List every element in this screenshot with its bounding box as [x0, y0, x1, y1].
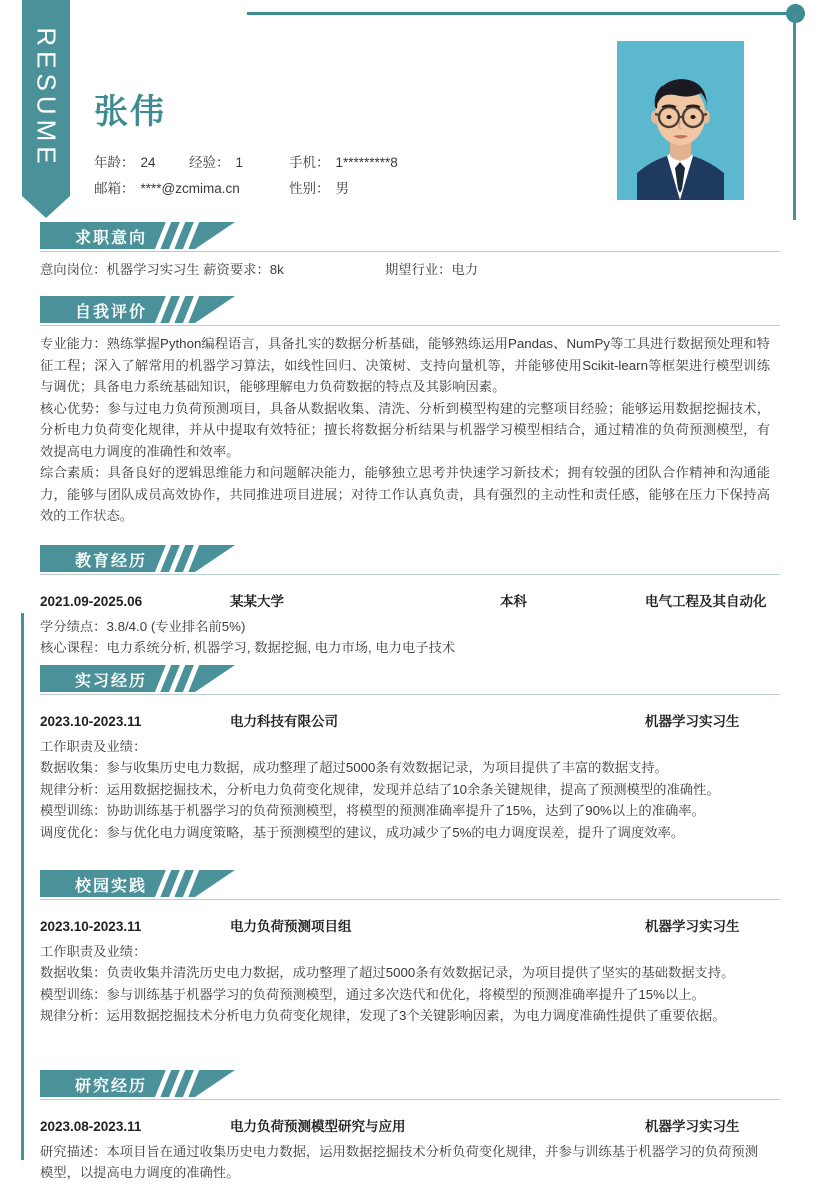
field-gender — [289, 176, 349, 202]
photo-illustration — [617, 41, 744, 200]
section-objective-rule — [40, 251, 780, 252]
section-campus — [0, 870, 820, 1027]
section-research-header — [40, 1070, 780, 1100]
field-gender-value: 男 — [335, 181, 349, 196]
section-education — [0, 545, 820, 659]
candidate-photo — [617, 41, 744, 200]
field-email-label: 邮箱： — [94, 181, 135, 196]
section-internship — [0, 665, 820, 843]
section-internship-header — [40, 665, 780, 695]
campus-bullet: 规律分析：运用数据挖掘技术分析电力负荷变化规律，发现了3个关键影响因素，为电力调度准确性提供了重要依据。 — [40, 1008, 726, 1023]
section-education-body — [40, 575, 770, 659]
section-education-title: 教育经历 — [75, 553, 148, 570]
education-degree: 本科 — [500, 594, 527, 609]
resume-ribbon — [22, 0, 70, 196]
ribbon-notch — [22, 196, 70, 218]
section-campus-header — [40, 870, 780, 900]
field-phone — [289, 150, 398, 176]
field-phone-value: 1*********8 — [335, 155, 398, 170]
section-objective-header — [40, 222, 780, 252]
campus-role: 机器学习实习生 — [645, 919, 740, 934]
section-self-eval-rule — [40, 325, 780, 326]
section-self-eval-body — [40, 326, 770, 527]
field-email-value: ****@zcmima.cn — [140, 181, 240, 196]
field-email — [94, 176, 289, 202]
slash-decoration-icon — [150, 870, 210, 897]
internship-company: 电力科技有限公司 — [230, 714, 338, 729]
internship-entry-row — [40, 702, 770, 736]
education-courses: 核心课程：电力系统分析, 机器学习, 数据挖掘, 电力市场, 电力电子技术 — [40, 640, 456, 655]
section-self-eval-title: 自我评价 — [75, 304, 148, 321]
contact-info-grid — [94, 150, 398, 202]
contact-info-row-1 — [94, 150, 398, 176]
section-self-eval-header — [40, 296, 780, 326]
internship-bullet: 模型训练：协助训练基于机器学习的负荷预测模型，将模型的预测准确率提升了15%，达到了90%以上的准确率。 — [40, 803, 705, 818]
slash-decoration-icon — [150, 222, 210, 249]
education-school: 某某大学 — [230, 594, 284, 609]
research-project: 电力负荷预测模型研究与应用 — [230, 1119, 406, 1134]
campus-bullet: 模型训练：参与训练基于机器学习的负荷预测模型，通过多次迭代和优化，将模型的预测准确率提升了15%以上。 — [40, 986, 705, 1002]
campus-bullet: 数据收集：负责收集并清洗历史电力数据，成功整理了超过5000条有效数据记录，为项目提供了坚实的基础数据支持。 — [40, 965, 735, 980]
internship-date: 2023.10-2023.11 — [40, 714, 142, 729]
campus-date: 2023.10-2023.11 — [40, 919, 142, 934]
section-objective — [0, 222, 820, 281]
section-education-header — [40, 545, 780, 575]
top-horizontal-rule — [247, 12, 795, 15]
section-research-body — [40, 1100, 770, 1184]
field-gender-label: 性别： — [289, 181, 330, 196]
internship-bullet: 规律分析：运用数据挖掘技术，分析电力负荷变化规律，发现并总结了10余条关键规律，提高了预测模型的准确性。 — [40, 781, 720, 797]
education-major: 电气工程及其自动化 — [645, 594, 767, 609]
research-entry-row — [40, 1107, 770, 1141]
section-internship-body — [40, 695, 770, 843]
self-eval-paragraph: 核心优势：参与过电力负荷预测项目，具备从数据收集、清洗、分析到模型构建的完整项目经验；能够运用数据挖掘技术，分析电力负荷变化规律，并从中提取有效特征；擅长将数据分析结果与机器学习模型相结合，通过精准的负荷预测模型，有效提高电力调度的准确性和效率。 — [40, 400, 770, 459]
section-self-eval — [0, 296, 820, 527]
section-campus-body — [40, 900, 770, 1027]
section-research-rule — [40, 1099, 780, 1100]
section-education-rule — [40, 574, 780, 575]
right-vertical-rule — [793, 13, 796, 220]
campus-entry-row — [40, 907, 770, 941]
section-research-title: 研究经历 — [75, 1078, 148, 1095]
objective-position-salary: 意向岗位：机器学习实习生 薪资要求：8k — [40, 262, 284, 277]
self-eval-paragraph: 专业能力：熟练掌握Python编程语言，具备扎实的数据分析基础，能够熟练运用Pandas、NumPy等工具进行数据预处理和特征工程；深入了解常用的机器学习算法，如线性回归、决策树、支持向量机等，并能够使用Scikit-learn等框架进行模型训练与调优；具备电力系统基础知识，能够理解电力负荷数据的特点及其影响因素。 — [40, 336, 770, 394]
contact-info-row-2 — [94, 176, 398, 202]
section-campus-rule — [40, 899, 780, 900]
field-experience-label: 经验： — [189, 155, 230, 170]
slash-decoration-icon — [150, 1070, 210, 1097]
internship-lead: 工作职责及业绩： — [40, 738, 147, 754]
section-internship-rule — [40, 694, 780, 695]
section-research — [0, 1070, 820, 1184]
slash-decoration-icon — [150, 545, 210, 572]
internship-bullet: 调度优化：参与优化电力调度策略，基于预测模型的建议，成功减少了5%的电力调度误差，提升了调度效率。 — [40, 824, 685, 840]
field-age-value: 24 — [140, 155, 156, 170]
slash-decoration-icon — [150, 296, 210, 323]
internship-bullet: 数据收集：参与收集历史电力数据，成功整理了超过5000条有效数据记录，为项目提供了丰富的数据支持。 — [40, 760, 668, 775]
section-objective-title: 求职意向 — [75, 230, 148, 247]
field-age — [94, 150, 189, 176]
research-date: 2023.08-2023.11 — [40, 1119, 142, 1134]
research-description: 研究描述：本项目旨在通过收集历史电力数据，运用数据挖掘技术分析负荷变化规律，并参与训练基于机器学习的负荷预测模型，以提高电力调度的准确性。 — [40, 1143, 759, 1180]
campus-project: 电力负荷预测项目组 — [230, 919, 352, 934]
education-entry-row — [40, 582, 770, 616]
section-campus-title: 校园实践 — [75, 878, 148, 895]
slash-decoration-icon — [150, 665, 210, 692]
section-internship-title: 实习经历 — [75, 673, 148, 690]
campus-lead: 工作职责及业绩： — [40, 943, 147, 959]
section-objective-body — [40, 252, 770, 281]
field-phone-label: 手机： — [289, 155, 330, 170]
education-date: 2021.09-2025.06 — [40, 594, 143, 609]
research-role: 机器学习实习生 — [645, 1119, 740, 1134]
field-age-label: 年龄： — [94, 155, 135, 170]
objective-industry: 期望行业：电力 — [385, 262, 479, 277]
education-gpa: 学分绩点：3.8/4.0 (专业排名前5%) — [40, 618, 246, 634]
candidate-name: 张伟 — [94, 93, 166, 131]
internship-role: 机器学习实习生 — [645, 714, 740, 729]
self-eval-paragraph: 综合素质：具备良好的逻辑思维能力和问题解决能力，能够独立思考并快速学习新技术；拥有较强的团队合作精神和沟通能力，能够与团队成员高效协作，共同推进项目进展；对待工作认真负责，具有强烈的主动性和责任感，能够在压力下保持高效的工作状态。 — [40, 465, 770, 523]
field-experience-value: 1 — [235, 155, 244, 170]
field-experience — [189, 150, 289, 176]
resume-ribbon-label: RESUME — [31, 27, 62, 169]
